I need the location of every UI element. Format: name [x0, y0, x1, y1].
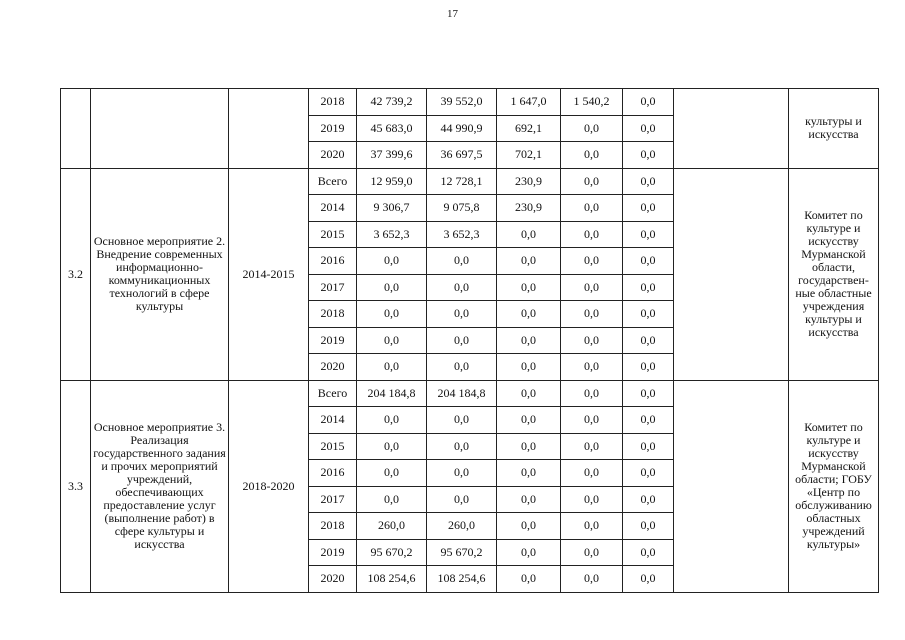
year-cell: 2017: [309, 486, 357, 513]
local-budget-cell: 0,0: [561, 195, 623, 222]
year-cell: 2020: [309, 566, 357, 593]
section-title-cell: Основное мероприятие 3. Реализация государственного задания и прочих мероприятий учреждений, обеспечивающих предоставление услуг (выполнение работ) в сфере культуры и искусства: [91, 380, 229, 592]
other-sources-cell: 0,0: [623, 89, 674, 116]
total-cell: 0,0: [357, 354, 427, 381]
year-cell: 2020: [309, 142, 357, 169]
federal-budget-cell: 230,9: [497, 168, 561, 195]
regional-budget-cell: 0,0: [427, 274, 497, 301]
federal-budget-cell: 1 647,0: [497, 89, 561, 116]
other-sources-cell: 0,0: [623, 380, 674, 407]
regional-budget-cell: 0,0: [427, 327, 497, 354]
other-sources-cell: 0,0: [623, 460, 674, 487]
regional-budget-cell: 9 075,8: [427, 195, 497, 222]
regional-budget-cell: 12 728,1: [427, 168, 497, 195]
total-cell: 9 306,7: [357, 195, 427, 222]
local-budget-cell: 1 540,2: [561, 89, 623, 116]
executor-cell: Комитет по культуре и искусству Мурманской области, государствен-ные областные учреждения культуры и искусства: [789, 168, 879, 380]
local-budget-cell: 0,0: [561, 248, 623, 275]
section-title-cell: Основное мероприятие 2. Внедрение современных информационно-коммуникационных технологий в сфере культуры: [91, 168, 229, 380]
page-number: 17: [447, 8, 458, 20]
year-cell: 2014: [309, 407, 357, 434]
year-cell: 2020: [309, 354, 357, 381]
local-budget-cell: 0,0: [561, 327, 623, 354]
other-sources-cell: 0,0: [623, 354, 674, 381]
other-sources-cell: 0,0: [623, 115, 674, 142]
federal-budget-cell: 0,0: [497, 354, 561, 381]
other-sources-cell: 0,0: [623, 274, 674, 301]
regional-budget-cell: 95 670,2: [427, 539, 497, 566]
total-cell: 0,0: [357, 407, 427, 434]
federal-budget-cell: 0,0: [497, 248, 561, 275]
local-budget-cell: 0,0: [561, 354, 623, 381]
total-cell: 12 959,0: [357, 168, 427, 195]
total-cell: 0,0: [357, 301, 427, 328]
table-row: [61, 89, 879, 116]
other-sources-cell: 0,0: [623, 248, 674, 275]
federal-budget-cell: 0,0: [497, 539, 561, 566]
table-row: [61, 380, 879, 407]
year-cell: 2016: [309, 460, 357, 487]
total-cell: 0,0: [357, 460, 427, 487]
other-sources-cell: 0,0: [623, 407, 674, 434]
local-budget-cell: 0,0: [561, 142, 623, 169]
other-sources-cell: 0,0: [623, 168, 674, 195]
year-cell: Всего: [309, 380, 357, 407]
section-number-cell: 3.2: [61, 168, 91, 380]
total-cell: 0,0: [357, 274, 427, 301]
total-cell: 3 652,3: [357, 221, 427, 248]
total-cell: 0,0: [357, 433, 427, 460]
year-cell: Всего: [309, 168, 357, 195]
other-sources-cell: 0,0: [623, 327, 674, 354]
other-sources-cell: 0,0: [623, 539, 674, 566]
section-title-cell: [91, 89, 229, 169]
indicator-cell: [674, 168, 789, 380]
local-budget-cell: 0,0: [561, 301, 623, 328]
regional-budget-cell: 0,0: [427, 486, 497, 513]
regional-budget-cell: 0,0: [427, 248, 497, 275]
total-cell: 0,0: [357, 248, 427, 275]
other-sources-cell: 0,0: [623, 486, 674, 513]
total-cell: 204 184,8: [357, 380, 427, 407]
regional-budget-cell: 44 990,9: [427, 115, 497, 142]
federal-budget-cell: 0,0: [497, 301, 561, 328]
executor-cell: Комитет по культуре и искусству Мурманской области; ГОБУ «Центр по обслуживанию областных учреждений культуры»: [789, 380, 879, 592]
federal-budget-cell: 702,1: [497, 142, 561, 169]
total-cell: 95 670,2: [357, 539, 427, 566]
local-budget-cell: 0,0: [561, 380, 623, 407]
regional-budget-cell: 108 254,6: [427, 566, 497, 593]
local-budget-cell: 0,0: [561, 486, 623, 513]
year-cell: 2018: [309, 301, 357, 328]
other-sources-cell: 0,0: [623, 221, 674, 248]
regional-budget-cell: 0,0: [427, 460, 497, 487]
regional-budget-cell: 260,0: [427, 513, 497, 540]
section-number-cell: 3.3: [61, 380, 91, 592]
federal-budget-cell: 692,1: [497, 115, 561, 142]
table-body: [61, 89, 879, 593]
year-cell: 2015: [309, 433, 357, 460]
federal-budget-cell: 0,0: [497, 513, 561, 540]
regional-budget-cell: 0,0: [427, 433, 497, 460]
period-cell: [229, 89, 309, 169]
regional-budget-cell: 0,0: [427, 301, 497, 328]
total-cell: 0,0: [357, 486, 427, 513]
federal-budget-cell: 0,0: [497, 221, 561, 248]
section-number-cell: [61, 89, 91, 169]
federal-budget-cell: 0,0: [497, 380, 561, 407]
total-cell: 0,0: [357, 327, 427, 354]
year-cell: 2019: [309, 327, 357, 354]
total-cell: 37 399,6: [357, 142, 427, 169]
federal-budget-cell: 0,0: [497, 407, 561, 434]
other-sources-cell: 0,0: [623, 433, 674, 460]
indicator-cell: [674, 380, 789, 592]
federal-budget-cell: 0,0: [497, 274, 561, 301]
regional-budget-cell: 36 697,5: [427, 142, 497, 169]
federal-budget-cell: 0,0: [497, 433, 561, 460]
local-budget-cell: 0,0: [561, 433, 623, 460]
local-budget-cell: 0,0: [561, 513, 623, 540]
regional-budget-cell: 3 652,3: [427, 221, 497, 248]
local-budget-cell: 0,0: [561, 274, 623, 301]
other-sources-cell: 0,0: [623, 566, 674, 593]
federal-budget-cell: 230,9: [497, 195, 561, 222]
year-cell: 2019: [309, 115, 357, 142]
year-cell: 2018: [309, 89, 357, 116]
program-table: [60, 88, 879, 593]
year-cell: 2018: [309, 513, 357, 540]
local-budget-cell: 0,0: [561, 460, 623, 487]
period-cell: 2014-2015: [229, 168, 309, 380]
local-budget-cell: 0,0: [561, 566, 623, 593]
local-budget-cell: 0,0: [561, 539, 623, 566]
year-cell: 2016: [309, 248, 357, 275]
federal-budget-cell: 0,0: [497, 460, 561, 487]
total-cell: 108 254,6: [357, 566, 427, 593]
federal-budget-cell: 0,0: [497, 327, 561, 354]
regional-budget-cell: 39 552,0: [427, 89, 497, 116]
indicator-cell: [674, 89, 789, 169]
total-cell: 42 739,2: [357, 89, 427, 116]
other-sources-cell: 0,0: [623, 301, 674, 328]
total-cell: 260,0: [357, 513, 427, 540]
year-cell: 2017: [309, 274, 357, 301]
year-cell: 2014: [309, 195, 357, 222]
local-budget-cell: 0,0: [561, 115, 623, 142]
local-budget-cell: 0,0: [561, 407, 623, 434]
regional-budget-cell: 0,0: [427, 407, 497, 434]
other-sources-cell: 0,0: [623, 513, 674, 540]
regional-budget-cell: 0,0: [427, 354, 497, 381]
period-cell: 2018-2020: [229, 380, 309, 592]
regional-budget-cell: 204 184,8: [427, 380, 497, 407]
federal-budget-cell: 0,0: [497, 566, 561, 593]
year-cell: 2019: [309, 539, 357, 566]
local-budget-cell: 0,0: [561, 168, 623, 195]
executor-cell: культуры и искусства: [789, 89, 879, 169]
federal-budget-cell: 0,0: [497, 486, 561, 513]
total-cell: 45 683,0: [357, 115, 427, 142]
year-cell: 2015: [309, 221, 357, 248]
table-row: [61, 168, 879, 195]
local-budget-cell: 0,0: [561, 221, 623, 248]
other-sources-cell: 0,0: [623, 195, 674, 222]
other-sources-cell: 0,0: [623, 142, 674, 169]
